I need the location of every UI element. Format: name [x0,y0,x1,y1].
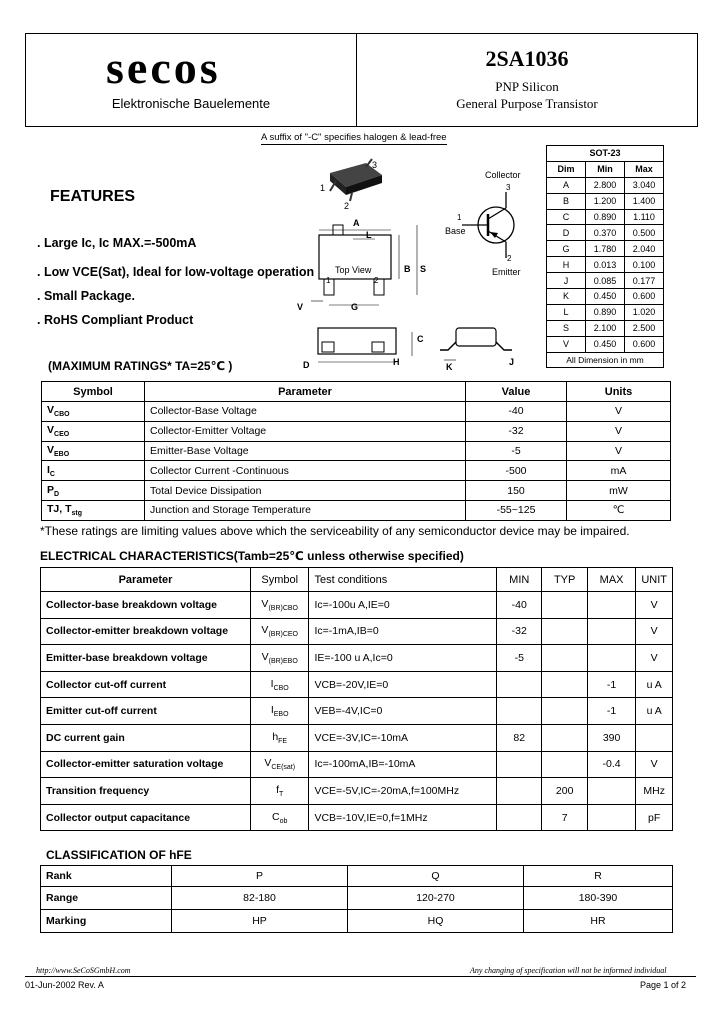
table-row [42,441,671,461]
ec-param: Emitter cut-off current [41,698,251,725]
company-logo: secos [106,42,221,93]
dim-label: G [351,302,359,312]
dim-row [547,273,664,289]
mr-header: Symbol [42,382,145,402]
mr-unit: V [567,421,671,441]
transistor-type: PNP Silicon [495,79,559,94]
mr-value: -500 [466,461,567,481]
ec-unit: V [636,618,673,645]
dim-cell: 3.040 [625,177,664,193]
table-row [41,698,673,725]
mr-param: Collector Current -Continuous [145,461,466,481]
dim-cell: 1.110 [625,209,664,225]
ec-min [497,698,542,725]
ec-typ [542,698,587,725]
ec-symbol: $V_{(BR)CBO}$ [250,592,309,619]
ec-max [587,592,635,619]
ec-max: 390 [587,724,635,751]
ec-typ: 7 [542,804,587,831]
pin-label: 2 [507,254,512,263]
emitter-label: Emitter [492,267,521,277]
dim-cell: 0.085 [586,273,625,289]
cls-cell: Q [348,866,524,887]
footer-change-note: Any changing of specification will not be informed individual [470,966,667,975]
dim-row [547,257,664,273]
ratings-note: *These ratings are limiting values above which the serviceability of any semiconductor device may be impaired. [40,524,630,538]
dimension-table-title: SOT-23 [547,146,664,162]
ec-symbol: $I_{EBO}$ [250,698,309,725]
halogen-note: A suffix of "-C" specifies halogen & lead-free [261,132,447,143]
dim-row [547,193,664,209]
dim-cell: 2.040 [625,241,664,257]
mr-value: 150 [466,481,567,501]
dim-cell: 0.500 [625,225,664,241]
ec-typ [542,724,587,751]
mr-unit: V [567,402,671,422]
ec-param: Transition frequency [41,778,251,805]
ec-header: Test conditions [309,568,497,592]
cls-label: Marking [41,910,172,933]
ec-min [497,671,542,698]
cls-cell: P [172,866,348,887]
dim-cell: K [547,289,586,305]
mr-symbol: $V_{CEO}$ [42,421,145,441]
dim-cell: 0.013 [586,257,625,273]
table-row [42,481,671,501]
dim-cell: B [547,193,586,209]
mr-value: -40 [466,402,567,422]
pin-label: 1 [326,276,331,285]
dim-row [547,209,664,225]
dim-cell: 0.450 [586,336,625,352]
top-view-label: Top View [335,265,372,275]
dim-cell: C [547,209,586,225]
cls-label: Range [41,887,172,910]
max-ratings-table [41,381,671,521]
ec-min [497,751,542,778]
mr-param: Total Device Dissipation [145,481,466,501]
mr-header: Parameter [145,382,466,402]
table-row [41,804,673,831]
dimension-footer: All Dimension in mm [547,352,664,368]
table-row [41,645,673,672]
dimension-table [546,145,664,368]
base-label: Base [445,226,466,236]
dim-cell: 0.100 [625,257,664,273]
dim-cell: L [547,304,586,320]
ec-cond: VCB=-20V,IE=0 [309,671,497,698]
mr-header: Units [567,382,671,402]
pin-label: 1 [457,213,462,222]
table-row [41,910,673,933]
dim-cell: 0.177 [625,273,664,289]
footer-date: 01-Jun-2002 Rev. A [25,980,104,990]
ec-unit: V [636,592,673,619]
ec-cond: Ic=-100u A,IE=0 [309,592,497,619]
mr-param: Collector-Base Voltage [145,402,466,422]
dim-label: L [366,230,372,240]
ec-unit: MHz [636,778,673,805]
dim-row [547,177,664,193]
dim-cell: 0.890 [586,209,625,225]
ec-header: Parameter [41,568,251,592]
feature-item: . Large Ic, Ic MAX.=-500mA [37,236,197,250]
cls-cell: HR [524,910,673,933]
table-row [42,500,671,520]
dim-label: K [446,362,453,372]
ec-symbol: $V_{(BR)EBO}$ [250,645,309,672]
ec-param: Collector-base breakdown voltage [41,592,251,619]
mr-param: Collector-Emitter Voltage [145,421,466,441]
ec-symbol: $V_{CE(sat)}$ [250,751,309,778]
table-row [41,778,673,805]
package-outline-side [300,320,540,380]
dim-cell: 1.200 [586,193,625,209]
dim-label: C [417,334,424,344]
ec-typ [542,671,587,698]
ec-cond: Ic=-100mA,IB=-10mA [309,751,497,778]
ec-typ [542,751,587,778]
footer-page: Page 1 of 2 [639,980,686,990]
mr-unit: mA [567,461,671,481]
mr-symbol: $I_C$ [42,461,145,481]
ec-typ [542,592,587,619]
dim-cell: A [547,177,586,193]
dim-header: Max [625,161,664,177]
dim-cell: G [547,241,586,257]
features-title: FEATURES [50,188,136,205]
dim-header: Dim [547,161,586,177]
electrical-title: ELECTRICAL CHARACTERISTICS(Tamb=25℃ unless otherwise specified) [40,549,464,563]
mr-unit: V [567,441,671,461]
ec-min: -32 [497,618,542,645]
dim-cell: D [547,225,586,241]
part-number: 2SA1036 [485,46,569,71]
mr-symbol: $P_D$ [42,481,145,501]
mr-value: -32 [466,421,567,441]
ec-param: Collector cut-off current [41,671,251,698]
mr-param: Emitter-Base Voltage [145,441,466,461]
dim-cell: 0.370 [586,225,625,241]
ec-max [587,778,635,805]
feature-item: . RoHS Compliant Product [37,313,194,327]
footer-url[interactable]: http://www.SeCoSGmbH.com [36,966,131,975]
dim-cell: 2.800 [586,177,625,193]
ec-max [587,804,635,831]
transistor-symbol [460,190,530,260]
ec-unit: V [636,645,673,672]
ec-min [497,778,542,805]
ec-symbol: $V_{(BR)CEO}$ [250,618,309,645]
ec-symbol: $C_{ob}$ [250,804,309,831]
dim-row [547,289,664,305]
mr-symbol: $V_{EBO}$ [42,441,145,461]
ec-cond: VEB=-4V,IC=0 [309,698,497,725]
dim-cell: 2.100 [586,320,625,336]
dim-cell: V [547,336,586,352]
ec-typ [542,618,587,645]
dim-label: H [393,357,400,367]
dim-header: Min [586,161,625,177]
dim-label: D [303,360,310,370]
ec-min: -5 [497,645,542,672]
feature-item: . Low VCE(Sat), Ideal for low-voltage operation [37,265,315,279]
dim-row [547,304,664,320]
cls-cell: 180-390 [524,887,673,910]
cls-cell: HP [172,910,348,933]
pin-label: 3 [372,160,378,170]
ec-param: DC current gain [41,724,251,751]
dim-cell: 1.020 [625,304,664,320]
classification-table [40,865,673,933]
ec-header: UNIT [636,568,673,592]
table-row [42,421,671,441]
ec-cond: VCB=-10V,IE=0,f=1MHz [309,804,497,831]
mr-value: -55~125 [466,500,567,520]
ec-header: TYP [542,568,587,592]
ec-max [587,645,635,672]
dim-cell: 0.600 [625,289,664,305]
mr-symbol: TJ, $T_{stg}$ [42,500,145,520]
ec-min [497,804,542,831]
table-row [41,592,673,619]
ec-symbol: $I_{CBO}$ [250,671,309,698]
ec-cond: IE=-100 u A,Ic=0 [309,645,497,672]
feature-item: . Small Package. [37,289,135,303]
footer-divider [25,976,696,977]
dim-cell: 1.780 [586,241,625,257]
dim-row [547,225,664,241]
pin-label: 2 [344,201,350,211]
classification-title: CLASSIFICATION OF hFE [46,848,192,862]
mr-unit: mW [567,481,671,501]
dim-row [547,336,664,352]
ec-unit [636,724,673,751]
ec-max: -0.4 [587,751,635,778]
mr-unit: ℃ [567,500,671,520]
table-row [41,866,673,887]
mr-value: -5 [466,441,567,461]
table-row [41,671,673,698]
dim-row [547,320,664,336]
pin-label: 3 [506,183,511,192]
ec-header: Symbol [250,568,309,592]
dim-row [547,241,664,257]
ec-unit: V [636,751,673,778]
table-row [41,724,673,751]
ec-header: MIN [497,568,542,592]
mr-header: Value [466,382,567,402]
pin-label: 1 [320,183,326,193]
ec-max: -1 [587,698,635,725]
cls-label: Rank [41,866,172,887]
transistor-description: General Purpose Transistor [456,96,598,111]
table-row [41,887,673,910]
dim-label: J [509,357,515,367]
mr-param: Junction and Storage Temperature [145,500,466,520]
collector-label: Collector [485,170,521,180]
ec-symbol: $f_T$ [250,778,309,805]
table-row [42,402,671,422]
dim-cell: 0.450 [586,289,625,305]
ec-param: Collector-emitter saturation voltage [41,751,251,778]
ec-typ [542,645,587,672]
dim-cell: J [547,273,586,289]
dim-cell: 1.400 [625,193,664,209]
ec-min: 82 [497,724,542,751]
ec-param: Emitter-base breakdown voltage [41,645,251,672]
ec-header: MAX [587,568,635,592]
dim-label: S [420,264,427,274]
table-row [41,751,673,778]
ec-unit: u A [636,671,673,698]
ec-max [587,618,635,645]
ec-symbol: $h_{FE}$ [250,724,309,751]
ec-unit: u A [636,698,673,725]
ec-param: Collector output capacitance [41,804,251,831]
cls-cell: R [524,866,673,887]
dim-label: B [404,264,411,274]
ec-cond: VCE=-5V,IC=-20mA,f=100MHz [309,778,497,805]
mr-symbol: $V_{CBO}$ [42,402,145,422]
dim-label: V [297,302,304,312]
ec-cond: VCE=-3V,IC=-10mA [309,724,497,751]
ec-min: -40 [497,592,542,619]
dim-cell: 0.890 [586,304,625,320]
cls-cell: 120-270 [348,887,524,910]
cls-cell: 82-180 [172,887,348,910]
ec-max: -1 [587,671,635,698]
ec-unit: pF [636,804,673,831]
table-row [42,461,671,481]
package-3d-image [316,155,396,210]
dim-cell: 0.600 [625,336,664,352]
cls-cell: HQ [348,910,524,933]
pin-label: 2 [374,276,379,285]
dim-cell: S [547,320,586,336]
ec-param: Collector-emitter breakdown voltage [41,618,251,645]
ec-cond: Ic=-1mA,IB=0 [309,618,497,645]
ec-typ: 200 [542,778,587,805]
company-subtitle: Elektronische Bauelemente [111,96,271,111]
electrical-table [40,567,673,831]
max-ratings-title: (MAXIMUM RATINGS* TA=25℃ ) [48,359,233,373]
dim-cell: 2.500 [625,320,664,336]
table-row [41,618,673,645]
dim-cell: H [547,257,586,273]
dim-label: A [353,218,360,228]
header-box [25,33,698,127]
